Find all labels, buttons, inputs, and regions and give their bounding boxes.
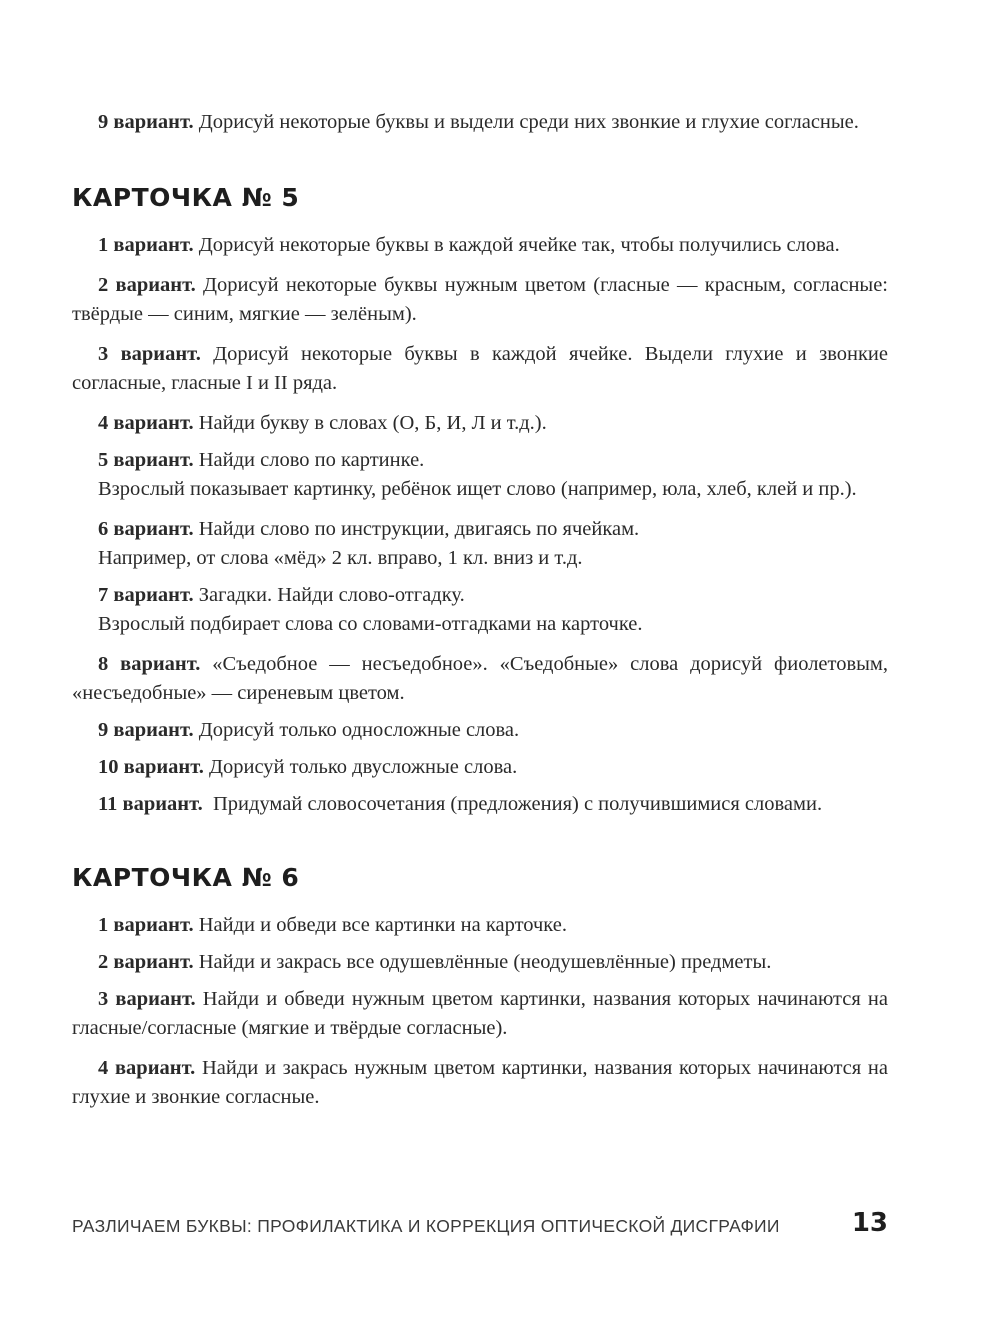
card5-variant-7 bbox=[72, 581, 888, 610]
variant-number: 11 вариант. bbox=[98, 793, 203, 815]
variant-number: 10 вариант. bbox=[98, 756, 204, 778]
variant-text: Дорисуй некоторые буквы в каждой ячейке так, чтобы получились слова. bbox=[193, 234, 840, 256]
variant-text: Дорисуй некоторые буквы в каждой ячейке. Выдели глухие и звонкие согласные, гласные I и II ряда. bbox=[72, 343, 888, 394]
variant-number: 6 вариант. bbox=[98, 518, 194, 540]
variant-text: Найди и обведи нужным цветом картинки, названия которых начинаются на гласные/согласные (мягкие и твёрдые согласные). bbox=[72, 988, 888, 1039]
variant-number: 5 вариант. bbox=[98, 449, 194, 471]
card6-heading: КАРТОЧКА № 6 bbox=[72, 863, 300, 892]
card6-section bbox=[72, 911, 888, 1112]
variant-number: 8 вариант. bbox=[98, 653, 201, 675]
variant-text: Найди слово по инструкции, двигаясь по ячейкам. bbox=[193, 518, 640, 540]
card6-variant-4 bbox=[72, 1054, 888, 1112]
card5-variant-10 bbox=[72, 753, 888, 782]
variant-number: 1 вариант. bbox=[98, 914, 194, 936]
variant-text: Дорисуй только двусложные слова. bbox=[203, 756, 518, 778]
variant-text: Найди и обведи все картинки на карточке. bbox=[193, 914, 567, 936]
variant-number: 7 вариант. bbox=[98, 584, 194, 606]
variant-number: 4 вариант. bbox=[98, 412, 194, 434]
card5-variant-2 bbox=[72, 271, 888, 329]
variant-number: 9 вариант. bbox=[98, 719, 194, 741]
variant-text: Придумай словосочетания (предложения) с получившимися словами. bbox=[202, 793, 823, 815]
variant-text: Найди и закрась нужным цветом картинки, названия которых начинаются на глухие и звонкие согласные. bbox=[72, 1057, 888, 1108]
variant-text: Загадки. Найди слово-отгадку. bbox=[193, 584, 465, 606]
variant-text: Найди букву в словах (О, Б, И, Л и т.д.). bbox=[193, 412, 547, 434]
card5-variant-6 bbox=[72, 515, 888, 544]
card5-section bbox=[72, 231, 888, 819]
variant-text: Найди и закрась все одушевлённые (неодушевлённые) предметы. bbox=[193, 951, 772, 973]
card5-variant-9 bbox=[72, 716, 888, 745]
variant-number: 2 вариант. bbox=[98, 274, 196, 296]
card5-heading: КАРТОЧКА № 5 bbox=[72, 183, 300, 212]
card5-variant-7-note: Взрослый подбирает слова со словами-отгадками на карточке. bbox=[98, 613, 643, 635]
variant-number: 9 вариант. bbox=[98, 111, 194, 133]
card5-variant-8 bbox=[72, 650, 888, 708]
card5-variant-4 bbox=[72, 409, 888, 438]
page-body bbox=[72, 108, 888, 1112]
page-number: 13 bbox=[851, 1208, 888, 1238]
variant-text: Дорисуй некоторые буквы нужным цветом (гласные — красным, согласные: твёрдые — синим, мягкие — зелёным). bbox=[72, 274, 888, 325]
card6-variant-2 bbox=[72, 948, 888, 977]
card5-variant-5-note: Взрослый показывает картинку, ребёнок ищет слово (например, юла, хлеб, клей и пр.). bbox=[98, 478, 857, 500]
card5-variant-6-note: Например, от слова «мёд» 2 кл. вправо, 1 кл. вниз и т.д. bbox=[98, 547, 583, 569]
variant-text: Найди слово по картинке. bbox=[193, 449, 425, 471]
variant-number: 2 вариант. bbox=[98, 951, 194, 973]
variant-number: 1 вариант. bbox=[98, 234, 194, 256]
variant-text: Дорисуй только односложные слова. bbox=[193, 719, 520, 741]
card5-variant-3 bbox=[72, 340, 888, 398]
card5-variant-5 bbox=[72, 446, 888, 475]
variant-text: «Съедобное — несъедобное». «Съедобные» слова дорисуй фиолетовым, «несъедобные» — сиреневым цветом. bbox=[72, 653, 889, 704]
card5-variant-1 bbox=[72, 231, 888, 260]
variant-number: 3 вариант. bbox=[98, 988, 196, 1010]
variant-number: 4 вариант. bbox=[98, 1057, 196, 1079]
card6-variant-3 bbox=[72, 985, 888, 1043]
card6-variant-1 bbox=[72, 911, 888, 940]
intro-paragraph bbox=[72, 108, 888, 137]
variant-number: 3 вариант. bbox=[98, 343, 201, 365]
running-title: РАЗЛИЧАЕМ БУКВЫ: ПРОФИЛАКТИКА И КОРРЕКЦИЯ ОПТИЧЕСКОЙ ДИСГРАФИИ bbox=[72, 1216, 780, 1236]
page-footer bbox=[72, 1208, 888, 1244]
card5-variant-11 bbox=[72, 790, 888, 819]
variant-text: Дорисуй некоторые буквы и выдели среди них звонкие и глухие согласные. bbox=[193, 111, 859, 133]
